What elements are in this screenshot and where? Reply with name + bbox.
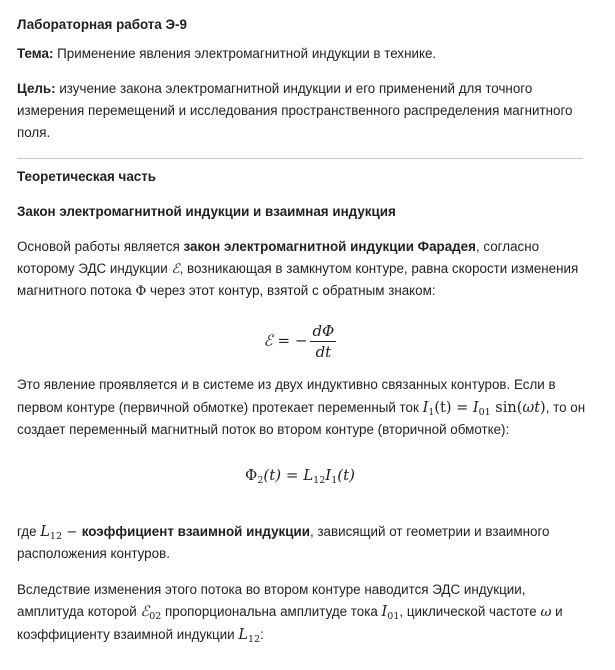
goal-line-2: измерения перемещений и исследования пространственного распределения магнитного [17, 103, 573, 118]
text: , возникающая в замкнутом контуре, равна скорости изменения [179, 261, 579, 276]
text: пропорциональна амплитуде тока [161, 604, 382, 619]
math: Φ [245, 466, 258, 484]
math: I [422, 400, 429, 416]
math: I [381, 604, 388, 620]
section-heading: Теоретическая часть [17, 169, 157, 184]
text: Основой работы является [17, 239, 184, 254]
mutual-inductance-bold: коэффициент взаимной индукции [81, 524, 310, 539]
goal-text-1: изучение закона электромагнитной индукции и его применений для точного [55, 81, 533, 96]
text: , то он [545, 400, 586, 415]
text: через этот контур, взятой с обратным знаком: [146, 283, 436, 298]
para1-line-2 [17, 258, 578, 281]
math: L [303, 466, 314, 484]
fraction-denominator: dt [315, 343, 332, 361]
para2-line-1: Это явление проявляется и в системе из двух индуктивно связанных контуров. Если в [17, 377, 556, 392]
text: и [551, 604, 563, 619]
formula-mutual-flux [17, 466, 583, 486]
math: I [325, 466, 332, 484]
topic-text: Применение явления электромагнитной индукции в технике. [53, 46, 437, 61]
math: ) [540, 400, 546, 416]
math: (t) = [434, 400, 473, 416]
math: − [62, 525, 82, 540]
fraction [310, 322, 336, 361]
text: : [260, 627, 264, 642]
goal-label: Цель: [17, 81, 56, 96]
fraction-numerator: dΦ [312, 322, 335, 340]
goal-line-3: поля. [17, 125, 51, 140]
math-sub: 02 [149, 611, 162, 622]
math-sub: 12 [313, 475, 326, 486]
para4-line-3 [17, 624, 264, 651]
math-sub: 1 [331, 475, 338, 486]
math: ωt [522, 400, 541, 416]
math: L [40, 524, 50, 540]
text: , зависящий от геометрии и взаимного [309, 524, 550, 539]
math: (t) = [263, 466, 304, 484]
math-sub: 2 [257, 475, 264, 486]
math: (t) [337, 466, 355, 484]
section-divider [17, 158, 583, 159]
text: амплитуда которой [17, 604, 141, 619]
math-sub: 12 [248, 634, 261, 645]
math: ω [540, 605, 552, 620]
math-sub: 01 [478, 407, 491, 418]
math: sin( [490, 400, 523, 416]
para4-line-1: Вследствие изменения этого потока во втором контуре наводится ЭДС индукции, [17, 582, 526, 597]
formula-eq: = − [272, 331, 308, 350]
para2-line-3: создает переменный магнитный поток во втором контуре (вторичной обмотке): [17, 422, 510, 437]
formula-lhs: ℰ [263, 331, 273, 350]
emf-symbol: ℰ [171, 262, 180, 277]
text: первом контуре (первичной обмотке) протекает переменный ток [17, 400, 423, 415]
para3-line-2: расположения контуров. [17, 546, 170, 561]
math: ℰ [140, 604, 150, 620]
subsection-heading: Закон электромагнитной индукции и взаимная индукция [17, 204, 396, 219]
text: где [17, 524, 41, 539]
page-title: Лабораторная работа Э-9 [17, 17, 187, 32]
flux-symbol: Φ [135, 284, 147, 299]
math-sub: 01 [387, 611, 400, 622]
math: L [238, 627, 249, 643]
math: I [472, 400, 479, 416]
formula-faraday [17, 322, 583, 361]
faraday-law-bold: закон электромагнитной индукции Фарадея [183, 239, 476, 254]
para1-line-3 [17, 280, 436, 303]
topic-label: Тема: [17, 46, 54, 61]
current-formula [423, 400, 546, 416]
para1-line-1 [17, 236, 539, 258]
text: , согласно [475, 239, 540, 254]
goal-line-1 [17, 78, 532, 100]
text: , циклической частоте [399, 604, 541, 619]
text: магнитного потока [17, 283, 136, 298]
text: которому ЭДС индукции [17, 261, 172, 276]
math-sub: 1 [428, 407, 435, 418]
text: коэффициенту взаимной индукции [17, 627, 239, 642]
topic-paragraph [17, 43, 436, 65]
math-sub: 12 [49, 531, 62, 542]
